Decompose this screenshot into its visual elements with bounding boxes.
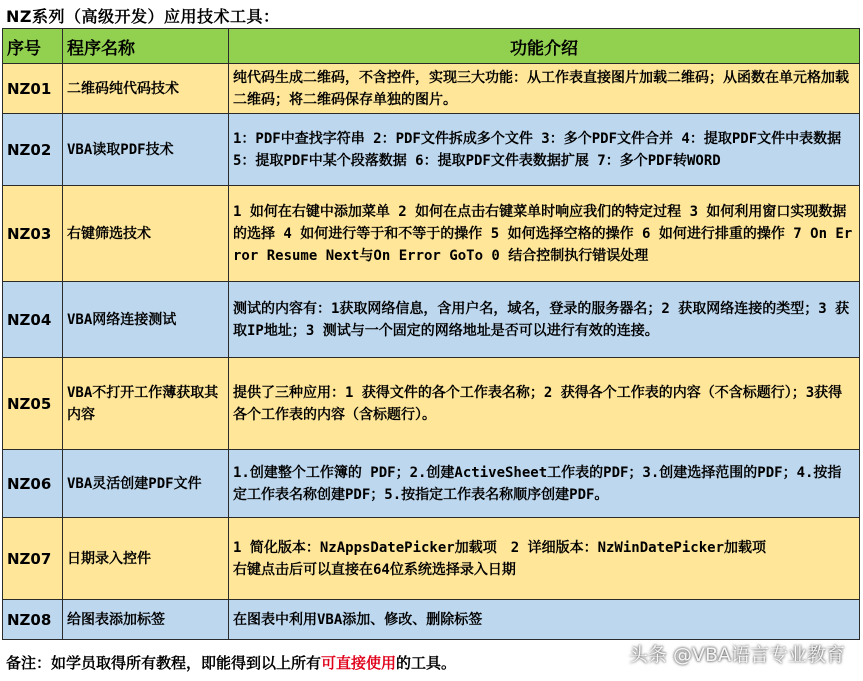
row-id: NZ02 bbox=[3, 114, 63, 186]
row-id: NZ01 bbox=[3, 64, 63, 114]
header-id: 序号 bbox=[3, 29, 63, 64]
row-name: 二维码纯代码技术 bbox=[63, 64, 229, 114]
row-id: NZ07 bbox=[3, 518, 63, 600]
table-row bbox=[3, 186, 860, 282]
row-desc: 纯代码生成二维码，不含控件，实现三大功能：从工作表直接图片加载二维码；从函数在单元格加载二维码；将二维码保存单独的图片。 bbox=[229, 64, 860, 114]
row-id: NZ05 bbox=[3, 358, 63, 450]
table-header-row bbox=[3, 29, 860, 64]
row-desc: 1：PDF中查找字符串 2：PDF文件拆成多个文件 3：多个PDF文件合并 4：提取PDF文件中表数据 5：提取PDF中某个段落数据 6：提取PDF文件表数据扩展 7：多个PDF转WORD bbox=[229, 114, 860, 186]
row-name: VBA灵活创建PDF文件 bbox=[63, 450, 229, 518]
table-row bbox=[3, 358, 860, 450]
row-id: NZ03 bbox=[3, 186, 63, 282]
table-row bbox=[3, 518, 860, 600]
page-title: NZ系列（高级开发）应用技术工具： bbox=[6, 7, 280, 26]
row-desc: 提供了三种应用：1 获得文件的各个工作表名称；2 获得各个工作表的内容（不含标题行）；3获得各个工作表的内容（含标题行）。 bbox=[229, 358, 860, 450]
row-name: VBA不打开工作薄获取其内容 bbox=[63, 358, 229, 450]
table-row bbox=[3, 282, 860, 358]
row-name: 右键筛选技术 bbox=[63, 186, 229, 282]
footnote bbox=[6, 652, 456, 673]
header-desc: 功能介绍 bbox=[229, 29, 860, 64]
row-id: NZ08 bbox=[3, 600, 63, 640]
tools-table bbox=[2, 28, 860, 640]
row-desc: 1.创建整个工作簿的 PDF；2.创建ActiveSheet工作表的PDF；3.创建选择范围的PDF；4.按指定工作表名称创建PDF；5.按指定工作表名称顺序创建PDF。 bbox=[229, 450, 860, 518]
table-row bbox=[3, 450, 860, 518]
row-name: VBA读取PDF技术 bbox=[63, 114, 229, 186]
watermark: 头条 @VBA语言专业教育 bbox=[628, 644, 845, 666]
table-row bbox=[3, 64, 860, 114]
row-name: 日期录入控件 bbox=[63, 518, 229, 600]
table-row bbox=[3, 114, 860, 186]
row-id: NZ06 bbox=[3, 450, 63, 518]
row-id: NZ04 bbox=[3, 282, 63, 358]
footnote-highlight: 可直接使用 bbox=[321, 654, 397, 672]
footnote-prefix: 备注：如学员取得所有教程，即能得到以上所有 bbox=[6, 654, 322, 672]
header-name: 程序名称 bbox=[63, 29, 229, 64]
table-row bbox=[3, 600, 860, 640]
footnote-suffix: 的工具。 bbox=[396, 654, 457, 672]
row-desc: 在图表中利用VBA添加、修改、删除标签 bbox=[229, 600, 860, 640]
row-desc: 1 简化版本：NzAppsDatePicker加载项 2 详细版本：NzWinDatePicker加载项 右键点击后可以直接在64位系统选择录入日期 bbox=[229, 518, 860, 600]
row-desc: 1 如何在右键中添加菜单 2 如何在点击右键菜单时响应我们的特定过程 3 如何利用窗口实现数据的选择 4 如何进行等于和不等于的操作 5 如何选择空格的操作 6 如何进行排重的操作 7 On Error Resume Next与On Error GoTo 0 结合控制执行错误处理 bbox=[229, 186, 860, 282]
row-desc: 测试的内容有：1获取网络信息，含用户名，域名，登录的服务器名；2 获取网络连接的类型；3 获取IP地址；3 测试与一个固定的网络地址是否可以进行有效的连接。 bbox=[229, 282, 860, 358]
row-name: 给图表添加标签 bbox=[63, 600, 229, 640]
row-name: VBA网络连接测试 bbox=[63, 282, 229, 358]
